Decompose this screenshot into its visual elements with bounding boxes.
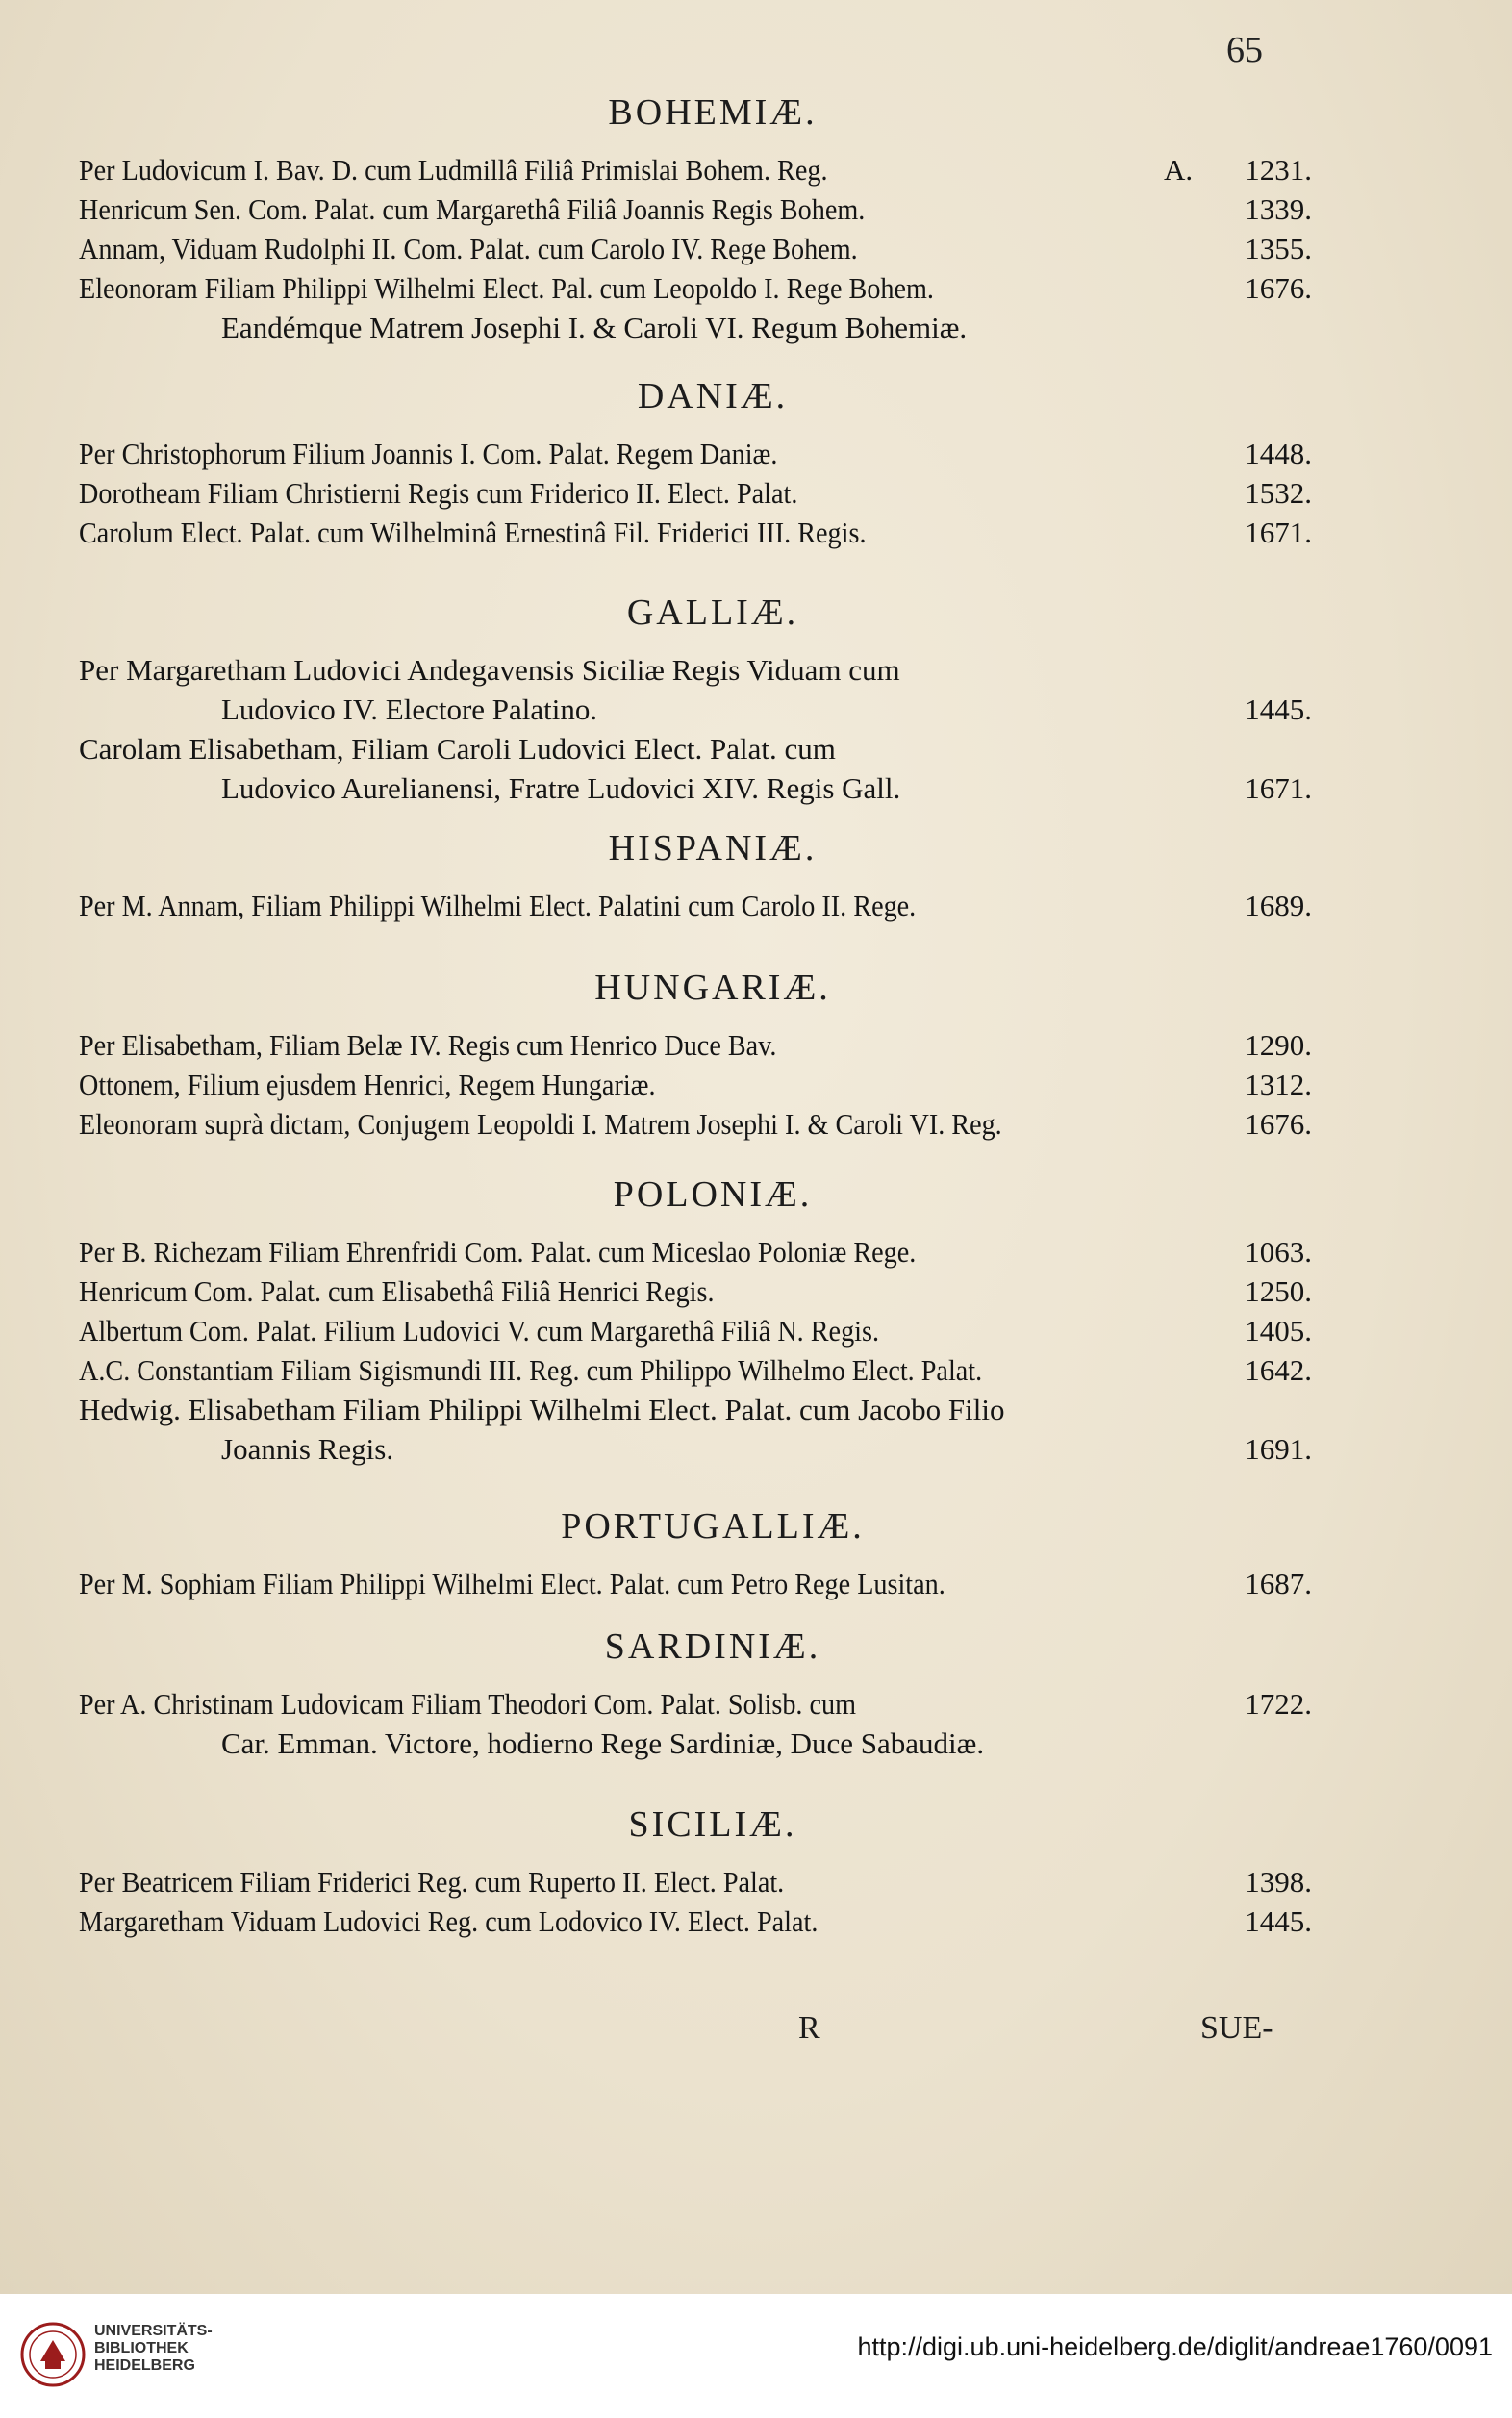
- entry-year: 1642.: [1245, 1353, 1312, 1387]
- entry-text: Henricum Sen. Com. Palat. cum Margarethâ Filiâ Joannis Regis Bohem.: [79, 192, 866, 226]
- section: [0, 375, 1512, 549]
- source-url-link[interactable]: http://digi.ub.uni-heidelberg.de/diglit/andreae1760/0091: [857, 2332, 1493, 2361]
- entry-continuation: Car. Emman. Victore, hodierno Rege Sardiniæ, Duce Sabaudiæ.: [221, 1726, 985, 1760]
- entry-year: 1671.: [1245, 771, 1312, 805]
- section-heading: DANIÆ.: [637, 376, 789, 416]
- section: [0, 827, 1512, 922]
- entry-text: Carolam Elisabetham, Filiam Caroli Ludovici Elect. Palat. cum: [79, 732, 836, 766]
- signature-mark: R: [798, 2010, 820, 2046]
- entry-text: Per B. Richezam Filiam Ehrenfridi Com. Palat. cum Miceslao Poloniæ Rege.: [79, 1235, 917, 1269]
- entry-text: Hedwig. Elisabetham Filiam Philippi Wilhelmi Elect. Palat. cum Jacobo Filio: [79, 1393, 1005, 1426]
- entry-line: [0, 1902, 1512, 1942]
- entry-line: [0, 435, 1512, 474]
- entry-year: 1063.: [1245, 1235, 1312, 1269]
- entry-year: 1250.: [1245, 1274, 1312, 1308]
- section-heading: BOHEMIÆ.: [608, 92, 818, 133]
- entry-text: Dorotheam Filiam Christierni Regis cum Friderico II. Elect. Palat.: [79, 476, 798, 510]
- page-number: 65: [1226, 30, 1263, 70]
- entry-line: [0, 1863, 1512, 1902]
- entry-line: [0, 730, 1512, 769]
- entry-line: [0, 1066, 1512, 1105]
- library-name-line3: HEIDELBERG: [94, 2357, 195, 2374]
- section: [0, 1803, 1512, 1938]
- entry-year: 1448.: [1245, 437, 1312, 470]
- entry-text: Eleonoram Filiam Philippi Wilhelmi Elect. Pal. cum Leopoldo I. Rege Bohem.: [79, 271, 934, 305]
- library-name-line2: BIBLIOTHEK: [94, 2340, 189, 2356]
- entry-line: [0, 474, 1512, 514]
- entry-line: [0, 1105, 1512, 1145]
- section-heading: SICILIÆ.: [628, 1804, 797, 1845]
- entry-year: 1290.: [1245, 1028, 1312, 1062]
- entry-text: Henricum Com. Palat. cum Elisabethâ Filiâ Henrici Regis.: [79, 1274, 715, 1308]
- catchword: SUE-: [1200, 2010, 1273, 2046]
- entry-text: Eleonoram suprà dictam, Conjugem Leopoldi I. Matrem Josephi I. & Caroli VI. Reg.: [79, 1107, 1002, 1141]
- entry-year: 1355.: [1245, 232, 1312, 265]
- footer-bar: [0, 2294, 1512, 2418]
- entry-year: 1722.: [1245, 1687, 1312, 1721]
- entry-year: 1532.: [1245, 476, 1312, 510]
- entry-year: 1676.: [1245, 271, 1312, 305]
- entry-year: 1339.: [1245, 192, 1312, 226]
- entry-line: [0, 887, 1512, 926]
- entry-text: Ottonem, Filium ejusdem Henrici, Regem Hungariæ.: [79, 1068, 656, 1101]
- section: [0, 592, 1512, 805]
- entry-line: [0, 1233, 1512, 1272]
- entry-text: Per Christophorum Filium Joannis I. Com. Palat. Regem Daniæ.: [79, 437, 778, 470]
- entry-line: [0, 1312, 1512, 1351]
- entry-mark: A.: [1164, 153, 1194, 187]
- entry-text: Per A. Christinam Ludovicam Filiam Theodori Com. Palat. Solisb. cum: [79, 1687, 857, 1721]
- section-heading: HUNGARIÆ.: [594, 968, 831, 1008]
- section: [0, 1505, 1512, 1600]
- entry-text: Per Beatricem Filiam Friderici Reg. cum Ruperto II. Elect. Palat.: [79, 1865, 785, 1899]
- entry-continuation: Eandémque Matrem Josephi I. & Caroli VI. Regum Bohemiæ.: [221, 311, 968, 344]
- entry-line: [0, 1351, 1512, 1391]
- entry-text: Per Ludovicum I. Bav. D. cum Ludmillâ Filiâ Primislai Bohem. Reg.: [79, 153, 828, 187]
- library-name-line1: UNIVERSITÄTS-: [94, 2323, 213, 2339]
- entry-line: [0, 269, 1512, 309]
- library-seal-icon: [19, 2321, 87, 2388]
- entry-continuation: Ludovico IV. Electore Palatino.: [221, 693, 598, 726]
- section: [0, 91, 1512, 344]
- entry-year: 1398.: [1245, 1865, 1312, 1899]
- entry-text: Per M. Sophiam Filiam Philippi Wilhelmi Elect. Palat. cum Petro Rege Lusitan.: [79, 1567, 945, 1600]
- entry-line: [0, 691, 1512, 730]
- entry-year: 1231.: [1245, 153, 1312, 187]
- entry-line: [0, 1272, 1512, 1312]
- entry-line: [0, 151, 1512, 190]
- entry-line: [0, 1026, 1512, 1066]
- entry-line: [0, 1391, 1512, 1430]
- entry-text: Per Margaretham Ludovici Andegavensis Siciliæ Regis Viduam cum: [79, 653, 900, 687]
- section: [0, 967, 1512, 1141]
- entry-year: 1691.: [1245, 1432, 1312, 1466]
- entry-line: [0, 769, 1512, 809]
- entry-year: 1671.: [1245, 516, 1312, 549]
- section-heading: HISPANIÆ.: [608, 828, 818, 869]
- entry-year: 1445.: [1245, 1904, 1312, 1938]
- entry-year: 1405.: [1245, 1314, 1312, 1348]
- entry-text: Margaretham Viduam Ludovici Reg. cum Lodovico IV. Elect. Palat.: [79, 1904, 819, 1938]
- entry-text: Albertum Com. Palat. Filium Ludovici V. cum Margarethâ Filiâ N. Regis.: [79, 1314, 880, 1348]
- entry-line: [0, 230, 1512, 269]
- entry-continuation: Ludovico Aurelianensi, Fratre Ludovici XIV. Regis Gall.: [221, 771, 901, 805]
- entry-line: [0, 190, 1512, 230]
- entry-year: 1676.: [1245, 1107, 1312, 1141]
- entry-continuation: Joannis Regis.: [221, 1432, 394, 1466]
- entry-line: [0, 309, 1512, 348]
- entry-text: Annam, Viduam Rudolphi II. Com. Palat. cum Carolo IV. Rege Bohem.: [79, 232, 858, 265]
- entry-year: 1312.: [1245, 1068, 1312, 1101]
- entry-text: Carolum Elect. Palat. cum Wilhelminâ Ernestinâ Fil. Friderici III. Regis.: [79, 516, 867, 549]
- entry-year: 1689.: [1245, 889, 1312, 922]
- section-heading: GALLIÆ.: [626, 592, 799, 633]
- section: [0, 1173, 1512, 1466]
- section: [0, 1625, 1512, 1760]
- entry-line: [0, 651, 1512, 691]
- library-name: [94, 2323, 213, 2375]
- section-heading: PORTUGALLIÆ.: [561, 1506, 865, 1547]
- entry-year: 1687.: [1245, 1567, 1312, 1600]
- entry-text: A.C. Constantiam Filiam Sigismundi III. Reg. cum Philippo Wilhelmo Elect. Palat.: [79, 1353, 983, 1387]
- section-heading: POLONIÆ.: [613, 1174, 813, 1215]
- entry-text: Per M. Annam, Filiam Philippi Wilhelmi Elect. Palatini cum Carolo II. Rege.: [79, 889, 917, 922]
- entry-line: [0, 1430, 1512, 1470]
- entry-line: [0, 514, 1512, 553]
- entry-line: [0, 1565, 1512, 1604]
- entry-line: [0, 1685, 1512, 1725]
- entry-year: 1445.: [1245, 693, 1312, 726]
- entry-text: Per Elisabetham, Filiam Belæ IV. Regis cum Henrico Duce Bav.: [79, 1028, 777, 1062]
- entry-line: [0, 1725, 1512, 1764]
- section-heading: SARDINIÆ.: [604, 1626, 821, 1667]
